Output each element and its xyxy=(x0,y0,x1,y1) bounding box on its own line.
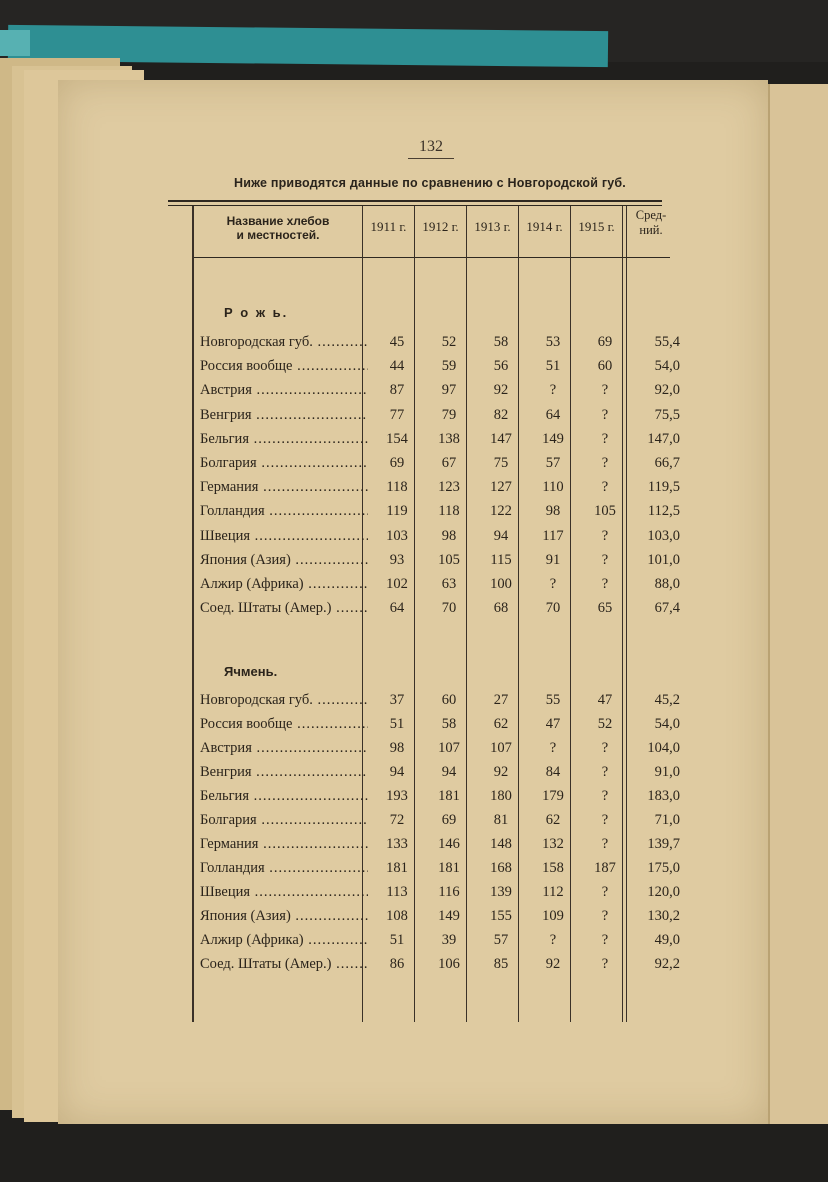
page-number-underline xyxy=(408,158,454,159)
table-row xyxy=(200,952,700,976)
value-1914: 109 xyxy=(542,908,564,924)
table-row xyxy=(200,378,700,402)
value-average: 119,5 xyxy=(647,479,680,496)
row-name: Германия ..... xyxy=(200,832,368,856)
header-name-line1: Название хлебов xyxy=(226,214,330,228)
table-row xyxy=(200,354,700,378)
header-average-line1: Сред- xyxy=(635,208,667,222)
value-1915: ? xyxy=(601,836,609,852)
table-row xyxy=(200,524,700,548)
value-1911: 108 xyxy=(386,908,408,924)
table-row xyxy=(200,760,700,784)
value-1915: 60 xyxy=(597,358,613,375)
value-average: 92,2 xyxy=(654,956,680,972)
value-1914: 84 xyxy=(545,764,561,780)
value-1912: 39 xyxy=(441,932,457,948)
row-name: Алжир (Африка) ..... xyxy=(200,572,368,596)
row-name: Германия ..... xyxy=(200,475,368,499)
value-1912: 58 xyxy=(441,716,457,732)
value-average: 103,0 xyxy=(647,527,680,544)
value-1912: 181 xyxy=(438,788,460,804)
value-1915: ? xyxy=(601,788,609,804)
table-row xyxy=(200,427,700,451)
value-1915: ? xyxy=(601,740,609,756)
value-1912: 60 xyxy=(441,692,457,708)
table-row xyxy=(200,736,700,760)
value-1911: 103 xyxy=(386,527,408,544)
value-1914: 55 xyxy=(545,692,561,708)
value-1914: 51 xyxy=(545,358,561,375)
value-1912: 123 xyxy=(438,479,460,496)
header-year-1915: 1915 г. xyxy=(578,219,615,234)
value-average: 112,5 xyxy=(647,503,680,520)
value-average: 91,0 xyxy=(654,764,680,780)
table-row xyxy=(200,784,700,808)
value-1914: 92 xyxy=(545,956,561,972)
value-1911: 69 xyxy=(389,455,405,471)
value-1912: 146 xyxy=(438,836,460,852)
section-title-barley: Ячмень. xyxy=(224,664,278,679)
row-name: Болгария ..... xyxy=(200,808,368,832)
value-1912: 59 xyxy=(441,358,457,375)
row-name: Австрия ..... xyxy=(200,736,368,760)
value-1914: 91 xyxy=(545,551,561,568)
value-1913: 75 xyxy=(493,455,509,471)
value-1913: 85 xyxy=(493,956,509,972)
value-1915: 69 xyxy=(597,334,613,350)
value-1912: 69 xyxy=(441,812,457,828)
value-1914: 117 xyxy=(542,527,564,544)
value-average: 104,0 xyxy=(647,740,680,756)
value-1913: 147 xyxy=(490,430,512,447)
table-row xyxy=(200,548,700,572)
row-name: Соед. Штаты (Амер.) ..... xyxy=(200,596,368,620)
value-1913: 107 xyxy=(490,740,512,756)
value-1915: ? xyxy=(601,884,609,900)
header-bottom-rule xyxy=(192,257,670,258)
value-1914: 158 xyxy=(542,860,564,876)
value-1915: ? xyxy=(601,479,609,496)
value-1915: ? xyxy=(601,764,609,780)
table-row xyxy=(200,904,700,928)
value-1912: 98 xyxy=(441,527,457,544)
value-average: 66,7 xyxy=(654,455,680,471)
value-1912: 105 xyxy=(438,551,460,568)
value-1911: 64 xyxy=(389,600,405,617)
table-row xyxy=(200,808,700,832)
value-1913: 155 xyxy=(490,908,512,924)
value-1912: 149 xyxy=(438,908,460,924)
header-year-1913: 1913 г. xyxy=(474,219,511,234)
value-1911: 93 xyxy=(389,551,405,568)
value-1913: 82 xyxy=(493,406,509,423)
value-1914: 70 xyxy=(545,600,561,617)
header-name-column xyxy=(196,214,360,242)
value-1913: 27 xyxy=(493,692,509,708)
row-name: Венгрия ..... xyxy=(200,403,368,427)
value-1912: 79 xyxy=(441,406,457,423)
value-average: 120,0 xyxy=(647,884,680,900)
value-1915: ? xyxy=(601,956,609,972)
value-1913: 122 xyxy=(490,503,512,520)
value-1914: ? xyxy=(549,932,557,948)
table-left-border xyxy=(192,206,194,1022)
row-name: Новгородская губ. ..... xyxy=(200,688,368,712)
value-1912: 94 xyxy=(441,764,457,780)
value-1913: 94 xyxy=(493,527,509,544)
value-average: 54,0 xyxy=(654,358,680,375)
value-1911: 87 xyxy=(389,382,405,399)
value-1914: 47 xyxy=(545,716,561,732)
value-1912: 118 xyxy=(438,503,460,520)
value-1914: 112 xyxy=(542,884,564,900)
value-1911: 133 xyxy=(386,836,408,852)
value-average: 88,0 xyxy=(654,576,680,592)
value-1913: 115 xyxy=(490,551,512,568)
header-year-1911: 1911 г. xyxy=(370,219,407,234)
value-average: 183,0 xyxy=(647,788,680,804)
value-average: 130,2 xyxy=(647,908,680,924)
value-1915: 47 xyxy=(597,692,613,708)
table-heading: Ниже приводятся данные по сравнению с Новгородской губ. xyxy=(234,176,626,190)
row-name: Болгария ..... xyxy=(200,451,368,475)
value-1911: 86 xyxy=(389,956,405,972)
table-row xyxy=(200,880,700,904)
section-title-rye: Р о ж ь. xyxy=(224,305,289,320)
value-1914: 62 xyxy=(545,812,561,828)
value-average: 49,0 xyxy=(654,932,680,948)
value-1914: 149 xyxy=(542,430,564,447)
value-1915: ? xyxy=(601,430,609,447)
value-average: 92,0 xyxy=(654,382,680,399)
value-1911: 113 xyxy=(386,884,408,900)
value-1911: 118 xyxy=(386,479,408,496)
value-1913: 92 xyxy=(493,764,509,780)
row-name: Соед. Штаты (Амер.) ..... xyxy=(200,952,368,976)
value-1912: 67 xyxy=(441,455,457,471)
facing-page-edge xyxy=(768,84,828,1124)
table-row xyxy=(200,475,700,499)
row-name: Бельгия ..... xyxy=(200,784,368,808)
row-name: Япония (Азия) ..... xyxy=(200,904,368,928)
value-1912: 116 xyxy=(438,884,460,900)
row-name: Бельгия ..... xyxy=(200,427,368,451)
table-row xyxy=(200,596,700,620)
value-1913: 100 xyxy=(490,576,512,592)
value-1913: 68 xyxy=(493,600,509,617)
value-average: 75,5 xyxy=(654,406,680,423)
value-1913: 62 xyxy=(493,716,509,732)
header-name-line2: и местностей. xyxy=(236,228,320,242)
table-row xyxy=(200,856,700,880)
value-1911: 37 xyxy=(389,692,405,708)
table-row xyxy=(200,451,700,475)
value-average: 101,0 xyxy=(647,551,680,568)
value-1915: ? xyxy=(601,812,609,828)
value-1915: 105 xyxy=(594,503,616,520)
header-year-1914: 1914 г. xyxy=(526,219,563,234)
value-1914: 57 xyxy=(545,455,561,471)
value-1915: ? xyxy=(601,551,609,568)
table-row xyxy=(200,499,700,523)
value-1915: ? xyxy=(601,455,609,471)
header-average-line2: ний. xyxy=(639,223,663,237)
value-1914: ? xyxy=(549,576,557,592)
value-1915: ? xyxy=(601,908,609,924)
value-1913: 57 xyxy=(493,932,509,948)
row-name: Венгрия ..... xyxy=(200,760,368,784)
row-name: Япония (Азия) ..... xyxy=(200,548,368,572)
value-1912: 97 xyxy=(441,382,457,399)
value-1911: 45 xyxy=(389,334,405,350)
value-average: 55,4 xyxy=(654,334,680,350)
value-average: 67,4 xyxy=(654,600,680,617)
table-row xyxy=(200,330,700,354)
value-1914: ? xyxy=(549,382,557,399)
value-1911: 72 xyxy=(389,812,405,828)
book-cover-corner xyxy=(0,30,30,56)
value-1915: 187 xyxy=(594,860,616,876)
table-row xyxy=(200,403,700,427)
value-1913: 58 xyxy=(493,334,509,350)
row-name: Голландия ..... xyxy=(200,856,368,880)
table-top-rule xyxy=(168,200,662,202)
value-1915: ? xyxy=(601,527,609,544)
value-average: 147,0 xyxy=(647,430,680,447)
value-1911: 181 xyxy=(386,860,408,876)
value-1913: 148 xyxy=(490,836,512,852)
table-top-rule-thin xyxy=(168,205,662,206)
value-1912: 106 xyxy=(438,956,460,972)
value-1915: ? xyxy=(601,382,609,399)
value-1912: 52 xyxy=(441,334,457,350)
value-average: 175,0 xyxy=(647,860,680,876)
value-average: 71,0 xyxy=(654,812,680,828)
value-1911: 102 xyxy=(386,576,408,592)
value-1914: 179 xyxy=(542,788,564,804)
value-1915: ? xyxy=(601,576,609,592)
row-name: Россия вообще ..... xyxy=(200,712,368,736)
row-name: Швеция ..... xyxy=(200,524,368,548)
value-average: 45,2 xyxy=(654,692,680,708)
value-1913: 81 xyxy=(493,812,509,828)
value-1914: 132 xyxy=(542,836,564,852)
value-1912: 181 xyxy=(438,860,460,876)
table-row xyxy=(200,832,700,856)
row-name: Алжир (Африка) ..... xyxy=(200,928,368,952)
value-1915: 52 xyxy=(597,716,613,732)
value-1912: 107 xyxy=(438,740,460,756)
value-1911: 44 xyxy=(389,358,405,375)
value-1914: ? xyxy=(549,740,557,756)
value-1911: 51 xyxy=(389,932,405,948)
value-1915: ? xyxy=(601,406,609,423)
header-year-1912: 1912 г. xyxy=(422,219,459,234)
value-1914: 64 xyxy=(545,406,561,423)
row-name: Голландия ..... xyxy=(200,499,368,523)
row-name: Швеция ..... xyxy=(200,880,368,904)
value-1911: 193 xyxy=(386,788,408,804)
value-average: 54,0 xyxy=(654,716,680,732)
row-name: Россия вообще ..... xyxy=(200,354,368,378)
row-name: Австрия ..... xyxy=(200,378,368,402)
value-1915: ? xyxy=(601,932,609,948)
value-1913: 56 xyxy=(493,358,509,375)
value-1912: 63 xyxy=(441,576,457,592)
table-row xyxy=(200,688,700,712)
value-average: 139,7 xyxy=(647,836,680,852)
value-1911: 154 xyxy=(386,430,408,447)
table-row xyxy=(200,712,700,736)
value-1911: 119 xyxy=(386,503,408,520)
value-1913: 139 xyxy=(490,884,512,900)
table-row xyxy=(200,928,700,952)
value-1914: 98 xyxy=(545,503,561,520)
value-1913: 180 xyxy=(490,788,512,804)
value-1912: 70 xyxy=(441,600,457,617)
value-1911: 98 xyxy=(389,740,405,756)
value-1911: 94 xyxy=(389,764,405,780)
value-1911: 51 xyxy=(389,716,405,732)
value-1912: 138 xyxy=(438,430,460,447)
value-1914: 110 xyxy=(542,479,564,496)
value-1913: 127 xyxy=(490,479,512,496)
value-1913: 92 xyxy=(493,382,509,399)
value-1911: 77 xyxy=(389,406,405,423)
table-row xyxy=(200,572,700,596)
row-name: Новгородская губ. ..... xyxy=(200,330,368,354)
header-average xyxy=(628,208,674,238)
value-1913: 168 xyxy=(490,860,512,876)
value-1915: 65 xyxy=(597,600,613,617)
value-1914: 53 xyxy=(545,334,561,350)
page-number: 132 xyxy=(419,138,443,155)
